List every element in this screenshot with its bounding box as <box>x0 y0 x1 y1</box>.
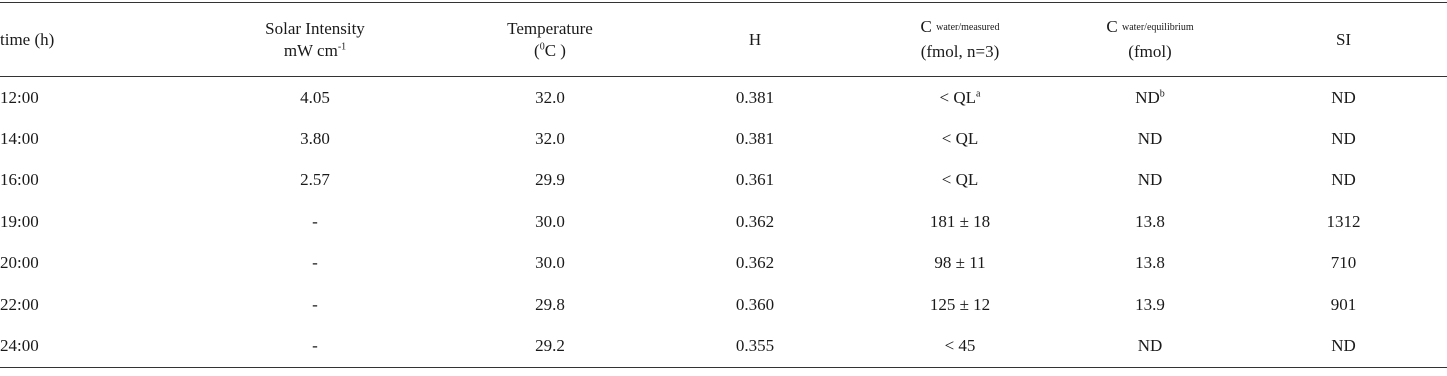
cell-si: 710 <box>1330 253 1357 273</box>
header-time: time (h) <box>0 3 180 77</box>
cell-temperature: 29.9 <box>535 170 565 190</box>
table-row <box>0 201 1447 243</box>
cell-c-measured: 98 ± 11 <box>934 253 986 273</box>
cell-temperature: 32.0 <box>535 87 565 107</box>
cell-solar: - <box>312 253 318 273</box>
cell-time: 20:00 <box>0 253 39 273</box>
cell-c-equilibrium: ND <box>1137 128 1163 148</box>
header-h: H <box>650 3 860 77</box>
cell-si: 1312 <box>1326 211 1361 231</box>
cell-c-measured: < 45 <box>860 326 1060 368</box>
header-row <box>0 3 1447 77</box>
table-row <box>0 118 1447 160</box>
cell-time: 12:00 <box>0 87 39 107</box>
header-c-water-equilibrium: C water/equilibrium (fmol) <box>1060 3 1240 77</box>
cell-time: 24:00 <box>0 326 180 368</box>
cell-c-measured: 181 ± 18 <box>929 211 991 231</box>
cell-si: ND <box>1331 87 1356 107</box>
cell-h: 0.362 <box>735 211 775 231</box>
cell-c-equilibrium: 13.8 <box>1135 253 1165 273</box>
table-row <box>0 243 1447 285</box>
cell-h: 0.361 <box>735 170 775 190</box>
cell-h: 0.362 <box>735 253 775 273</box>
table-row <box>0 77 1447 119</box>
cell-h: 0.355 <box>650 326 860 368</box>
cell-c-equilibrium: $ND^b$ <box>1135 87 1165 107</box>
cell-solar: 3.80 <box>300 128 330 148</box>
data-table <box>0 2 1447 368</box>
header-solar-intensity: Solar Intensity mW $cm^{-1}$ <box>180 3 450 77</box>
table-row <box>0 160 1447 202</box>
cell-c-equilibrium: 13.8 <box>1135 211 1165 231</box>
cell-si: ND <box>1331 170 1356 190</box>
cell-h: 0.360 <box>735 294 775 314</box>
table-row <box>0 326 1447 368</box>
cell-time: 22:00 <box>0 294 39 314</box>
cell-c-equilibrium: 13.9 <box>1135 294 1165 314</box>
cell-h: 0.381 <box>735 128 775 148</box>
cell-c-measured: 125 ± 12 <box>929 294 991 314</box>
cell-solar: - <box>180 326 450 368</box>
cell-temperature: 29.8 <box>535 294 565 314</box>
cell-solar: - <box>312 294 318 314</box>
cell-solar: - <box>312 211 318 231</box>
cell-temperature: 32.0 <box>535 128 565 148</box>
cell-solar: 4.05 <box>300 87 330 107</box>
cell-h: 0.381 <box>735 87 775 107</box>
cell-time: 19:00 <box>0 211 39 231</box>
header-si: SI <box>1240 3 1447 77</box>
cell-si: ND <box>1240 326 1447 368</box>
table-row <box>0 284 1447 326</box>
cell-c-equilibrium: ND <box>1060 326 1240 368</box>
cell-temperature: 29.2 <box>450 326 650 368</box>
cell-time: 16:00 <box>0 170 39 190</box>
cell-si: 901 <box>1330 294 1357 314</box>
header-temperature: Temperature ($^0$C ) <box>450 3 650 77</box>
cell-c-measured: < $QL^a$ <box>939 87 981 107</box>
header-c-water-measured: C water/measured (fmol, n=3) <box>860 3 1060 77</box>
cell-solar: 2.57 <box>300 170 330 190</box>
cell-time: 14:00 <box>0 128 39 148</box>
cell-temperature: 30.0 <box>535 211 565 231</box>
cell-si: ND <box>1331 128 1356 148</box>
cell-c-measured: < QL <box>941 128 979 148</box>
cell-c-measured: < QL <box>941 170 979 190</box>
cell-c-equilibrium: ND <box>1137 170 1163 190</box>
cell-temperature: 30.0 <box>535 253 565 273</box>
